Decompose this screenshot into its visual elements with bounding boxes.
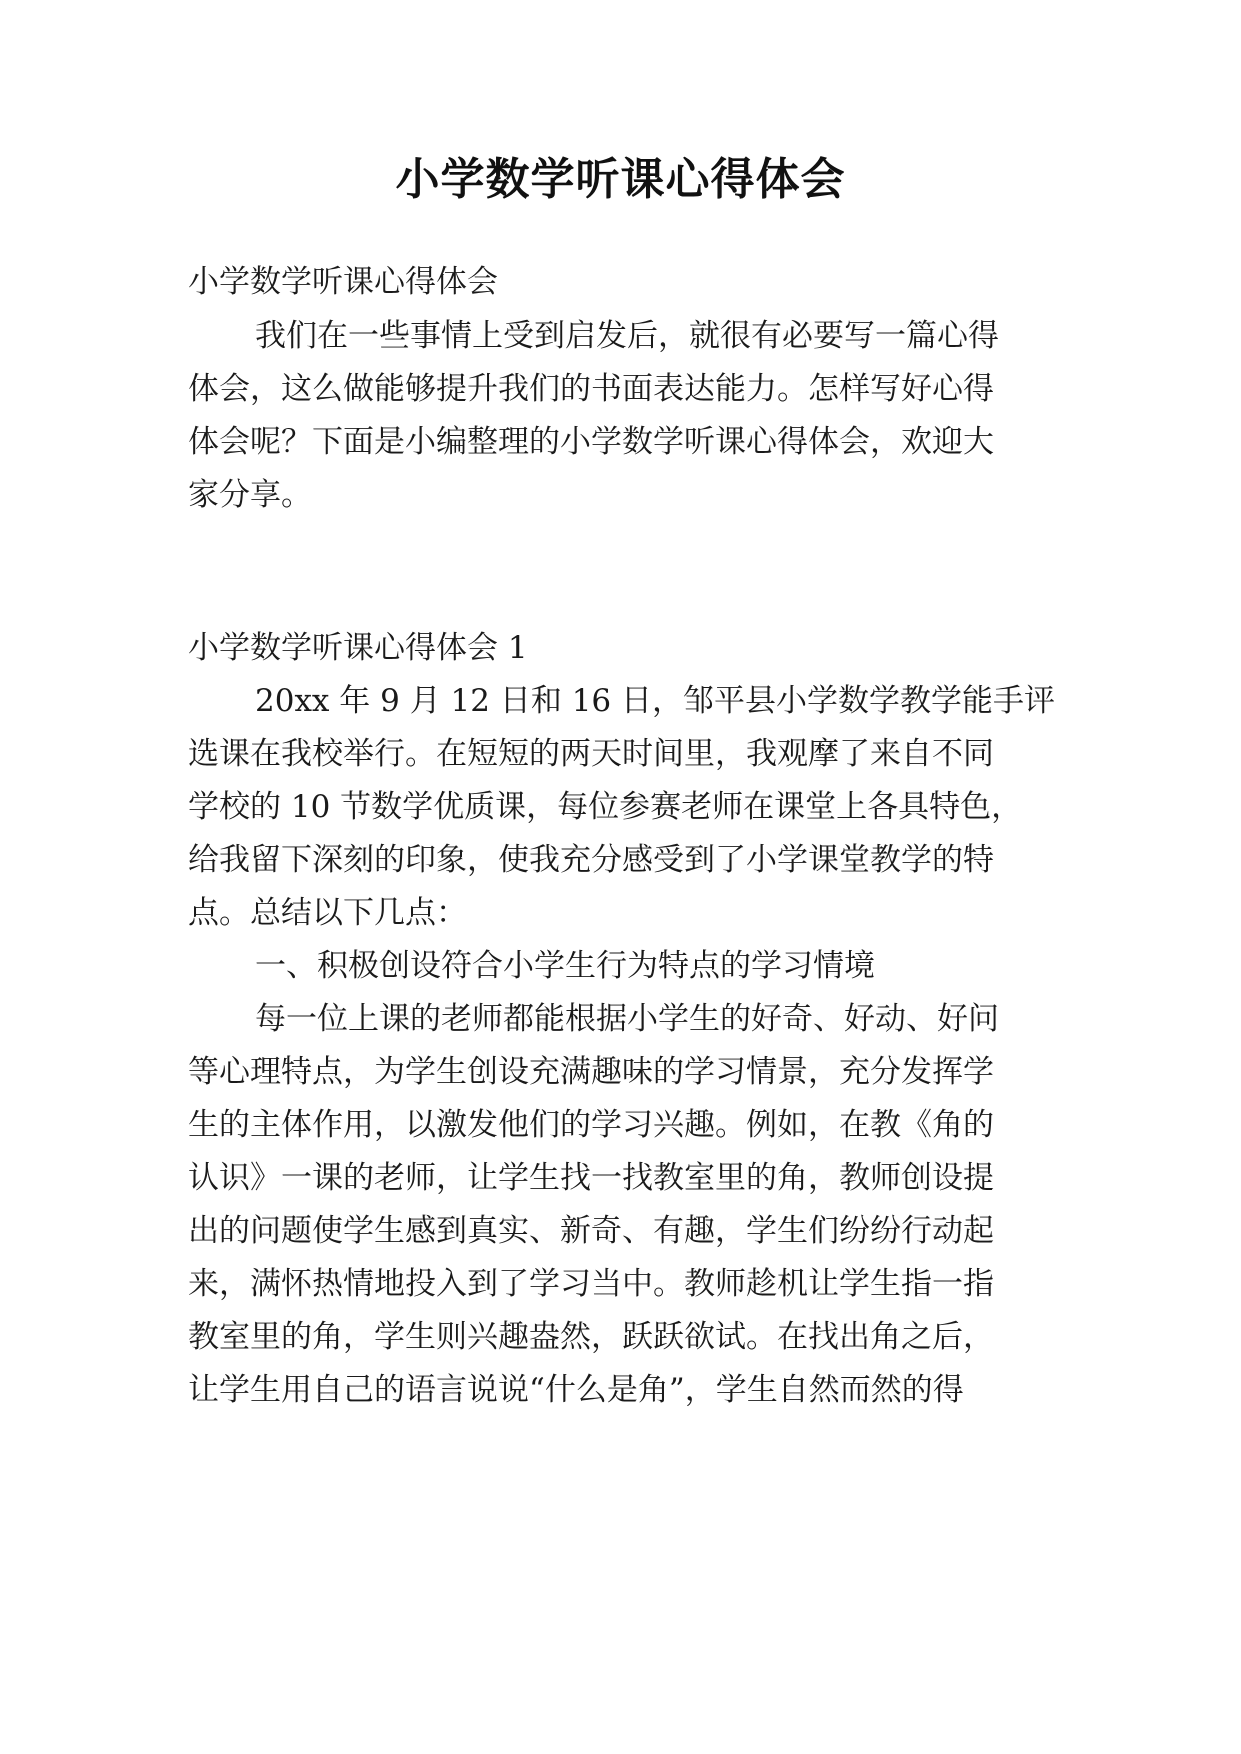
body-paragraph-line: 20xx 年 9 月 12 日和 16 日，邹平县小学数学教学能手评 (255, 683, 1056, 719)
subsection-heading: 一、积极创设符合小学生行为特点的学习情境 (255, 948, 875, 984)
body-paragraph-line: 每一位上课的老师都能根据小学生的好奇、好动、好问 (255, 1001, 999, 1037)
document-title: 小学数学听课心得体会 (395, 154, 846, 205)
intro-paragraph-line: 体会，这么做能够提升我们的书面表达能力。怎样写好心得 (188, 371, 994, 407)
body-paragraph-line: 出的问题使学生感到真实、新奇、有趣，学生们纷纷行动起 (188, 1213, 994, 1249)
section-heading: 小学数学听课心得体会 1 (188, 630, 528, 666)
intro-paragraph-line: 体会呢？下面是小编整理的小学数学听课心得体会，欢迎大 (188, 424, 994, 460)
body-paragraph-line: 点。总结以下几点： (188, 895, 467, 931)
body-paragraph-line: 学校的 10 节数学优质课，每位参赛老师在课堂上各具特色， (188, 789, 1023, 825)
body-paragraph-line: 让学生用自己的语言说说“什么是角”，学生自然而然的得 (188, 1372, 964, 1408)
body-paragraph-line: 教室里的角，学生则兴趣盎然，跃跃欲试。在找出角之后， (188, 1319, 994, 1355)
body-paragraph-line: 来，满怀热情地投入到了学习当中。教师趁机让学生指一指 (188, 1266, 994, 1302)
body-paragraph-line: 生的主体作用，以激发他们的学习兴趣。例如，在教《角的 (188, 1107, 994, 1143)
body-paragraph-line: 等心理特点，为学生创设充满趣味的学习情景，充分发挥学 (188, 1054, 994, 1090)
body-paragraph-line: 给我留下深刻的印象，使我充分感受到了小学课堂教学的特 (188, 842, 994, 878)
body-paragraph-line: 选课在我校举行。在短短的两天时间里，我观摩了来自不同 (188, 736, 994, 772)
body-paragraph-line: 认识》一课的老师，让学生找一找教室里的角，教师创设提 (188, 1160, 994, 1196)
intro-paragraph-line: 家分享。 (188, 477, 312, 513)
intro-heading: 小学数学听课心得体会 (188, 264, 498, 300)
intro-paragraph-line: 我们在一些事情上受到启发后，就很有必要写一篇心得 (255, 318, 999, 354)
